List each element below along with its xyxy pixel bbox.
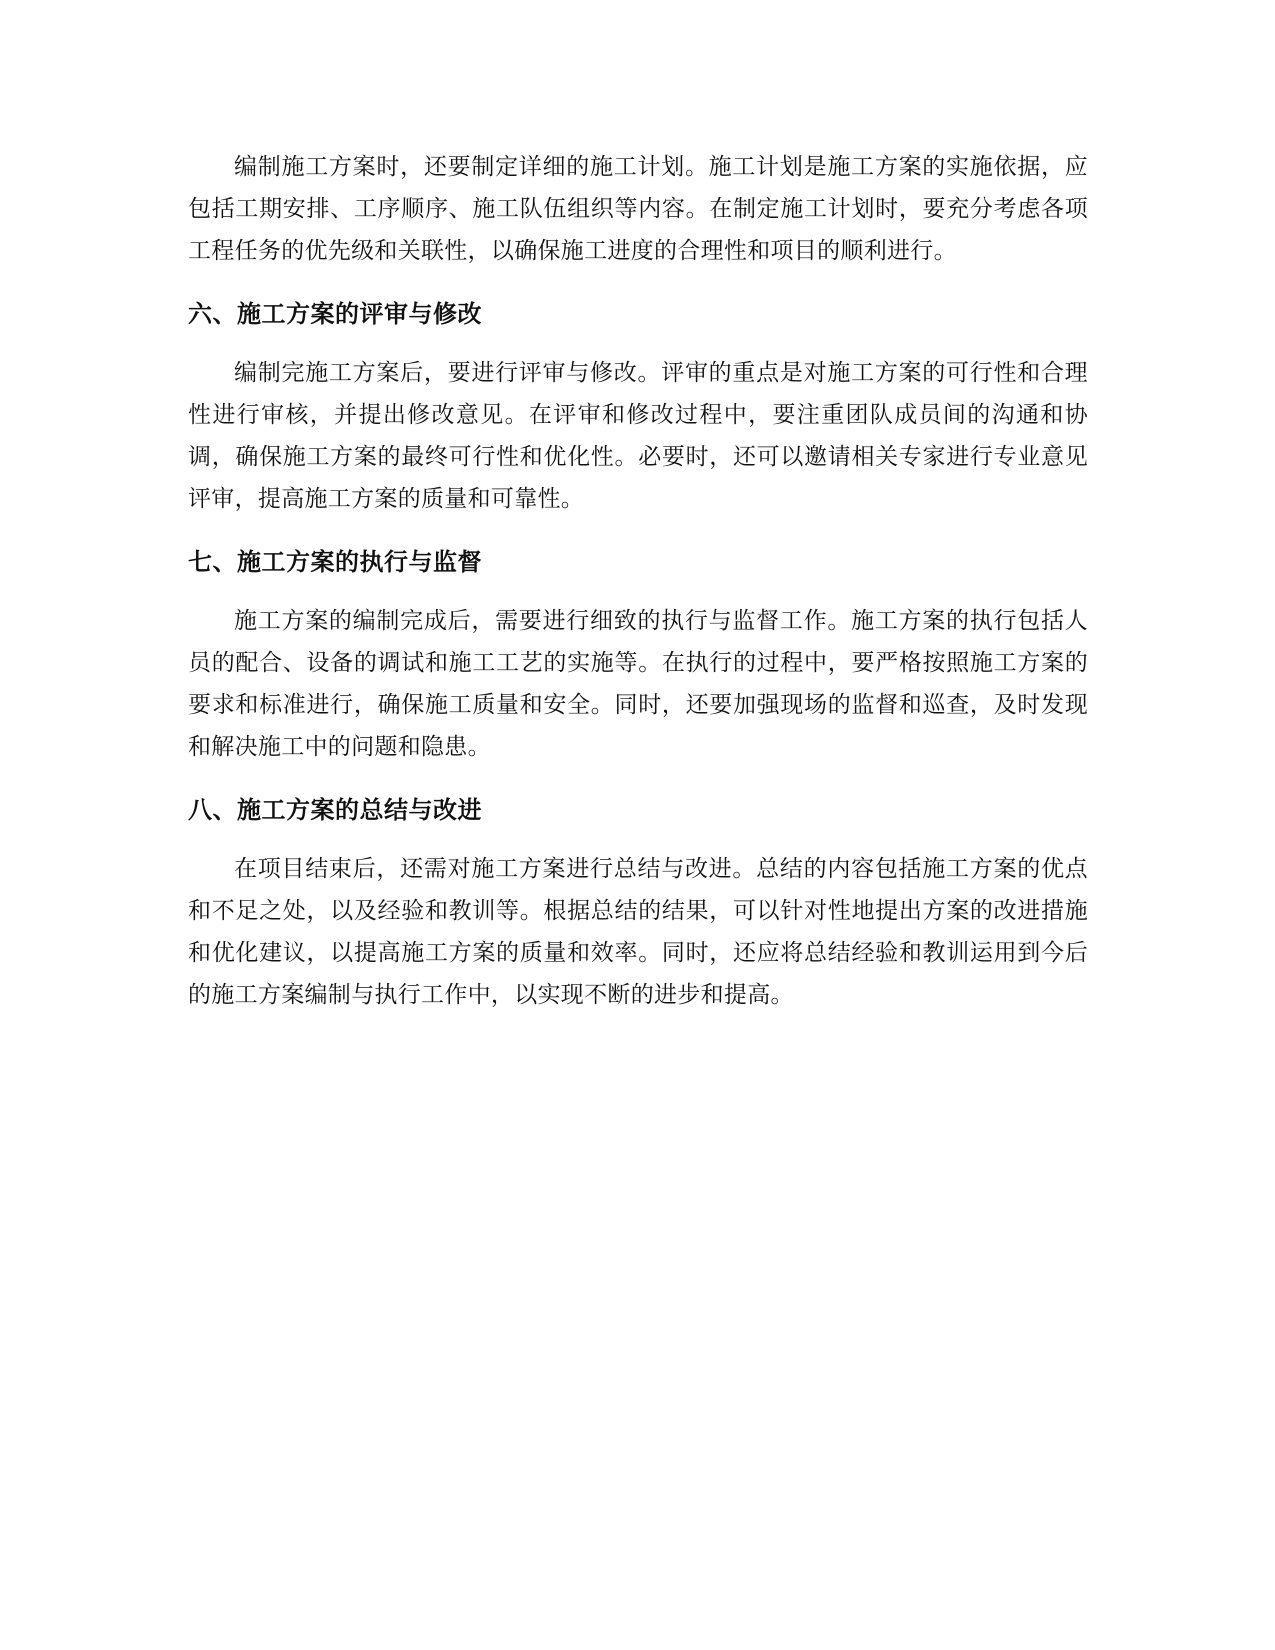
document-body [188,146,1088,1016]
section-paragraph-execution: 施工方案的编制完成后，需要进行细致的执行与监督工作。施工方案的执行包括人员的配合、设备的调试和施工工艺的实施等。在执行的过程中，要严格按照施工方案的要求和标准进行，确保施工质量和安全。同时，还要加强现场的监督和巡查，及时发现和解决施工中的问题和隐患。 [188,608,1088,760]
intro-paragraph: 编制施工方案时，还要制定详细的施工计划。施工计划是施工方案的实施依据，应包括工期安排、工序顺序、施工队伍组织等内容。在制定施工计划时，要充分考虑各项工程任务的优先级和关联性，以确保施工进度的合理性和项目的顺利进行。 [188,154,1088,264]
section-paragraph-review: 编制完施工方案后，要进行评审与修改。评审的重点是对施工方案的可行性和合理性进行审核，并提出修改意见。在评审和修改过程中，要注重团队成员间的沟通和协调，确保施工方案的最终可行性和优化性。必要时，还可以邀请相关专家进行专业意见评审，提高施工方案的质量和可靠性。 [188,360,1088,512]
section-heading-summary: 八、施工方案的总结与改进 [188,796,482,824]
section-heading-execution: 七、施工方案的执行与监督 [188,548,482,576]
section-heading-review: 六、施工方案的评审与修改 [188,300,482,328]
section-paragraph-summary: 在项目结束后，还需对施工方案进行总结与改进。总结的内容包括施工方案的优点和不足之处，以及经验和教训等。根据总结的结果，可以针对性地提出方案的改进措施和优化建议，以提高施工方案的质量和效率。同时，还应将总结经验和教训运用到今后的施工方案编制与执行工作中，以实现不断的进步和提高。 [188,856,1088,1008]
